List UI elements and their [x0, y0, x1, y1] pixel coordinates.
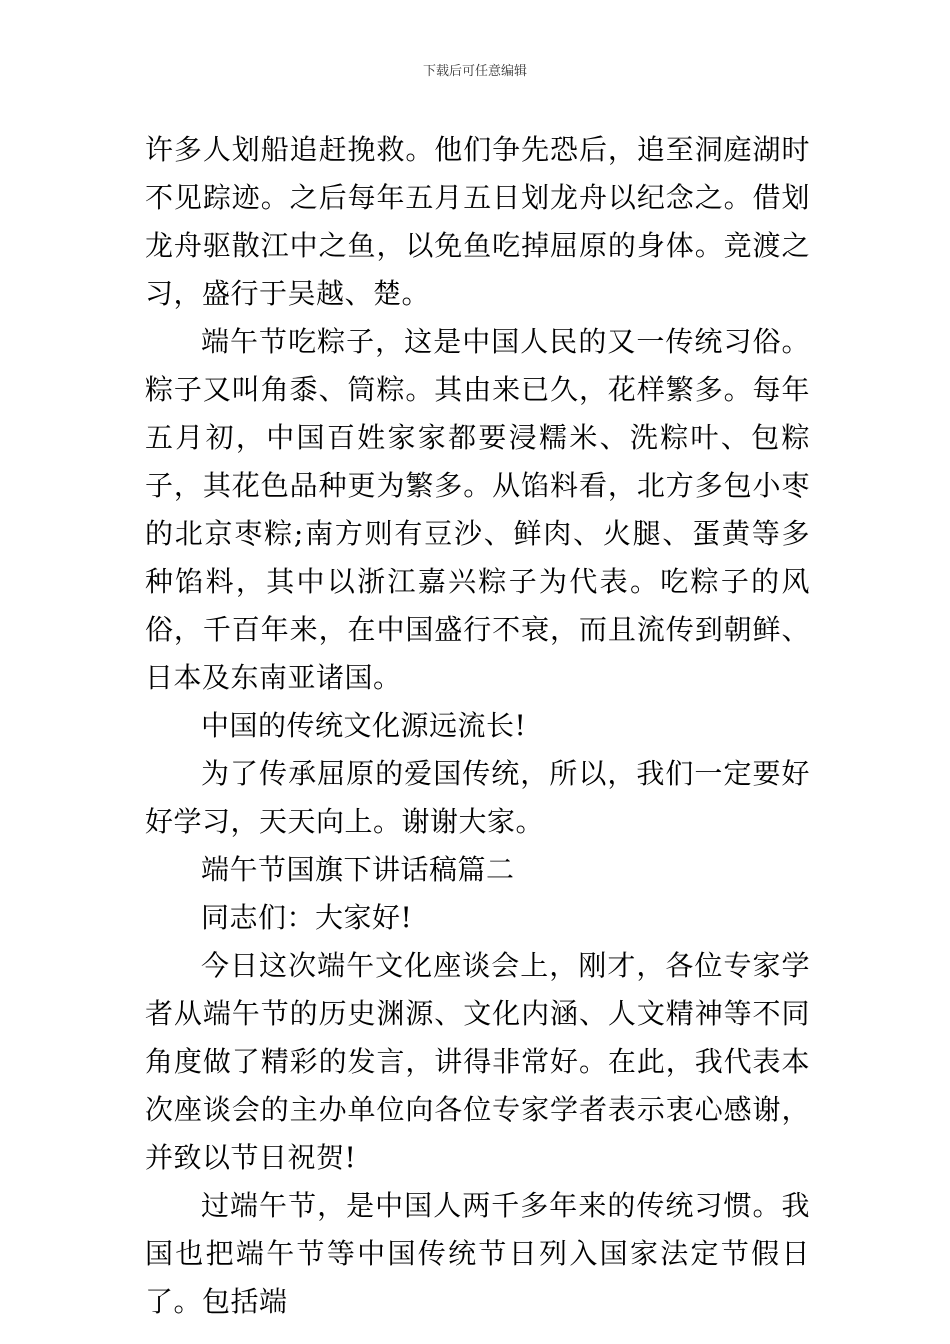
- section-heading: 端午节国旗下讲话稿篇二: [201, 853, 515, 886]
- greeting: 同志们：大家好!: [201, 901, 413, 934]
- paragraph-zongzi: 端午节吃粽子，这是中国人民的又一传统习俗。粽子又叫角黍、筒粽。其由来已久，花样繁多。每年五月初，中国百姓家家都要浸糯米、洗粽叶、包粽子，其花色品种更为繁多。从馅料看，北方多包小枣的北京枣粽;南方则有豆沙、鲜肉、火腿、蛋黄等多种馅料，其中以浙江嘉兴粽子为代表。吃粽子的风俗，千百年来，在中国盛行不衰，而且流传到朝鲜、日本及东南亚诸国。: [145, 325, 810, 694]
- document-body: [145, 126, 810, 1326]
- paragraph-tradition: 过端午节，是中国人两千多年来的传统习惯。我国也把端午节等中国传统节日列入国家法定节假日了。包括端: [145, 1189, 810, 1318]
- paragraph-culture: 中国的传统文化源远流长!: [201, 709, 527, 742]
- paragraph-inherit: 为了传承屈原的爱国传统，所以，我们一定要好好学习，天天向上。谢谢大家。: [145, 757, 810, 838]
- page-header: 下载后可任意编辑: [422, 64, 527, 79]
- paragraph-continued: 许多人划船追赶挽救。他们争先恐后，追至洞庭湖时不见踪迹。之后每年五月五日划龙舟以纪念之。借划龙舟驱散江中之鱼，以免鱼吃掉屈原的身体。竞渡之习，盛行于吴越、楚。: [145, 133, 810, 310]
- paragraph-symposium: 今日这次端午文化座谈会上，刚才，各位专家学者从端午节的历史渊源、文化内涵、人文精神等不同角度做了精彩的发言，讲得非常好。在此，我代表本次座谈会的主办单位向各位专家学者表示衷心感谢，并致以节日祝贺!: [145, 949, 810, 1174]
